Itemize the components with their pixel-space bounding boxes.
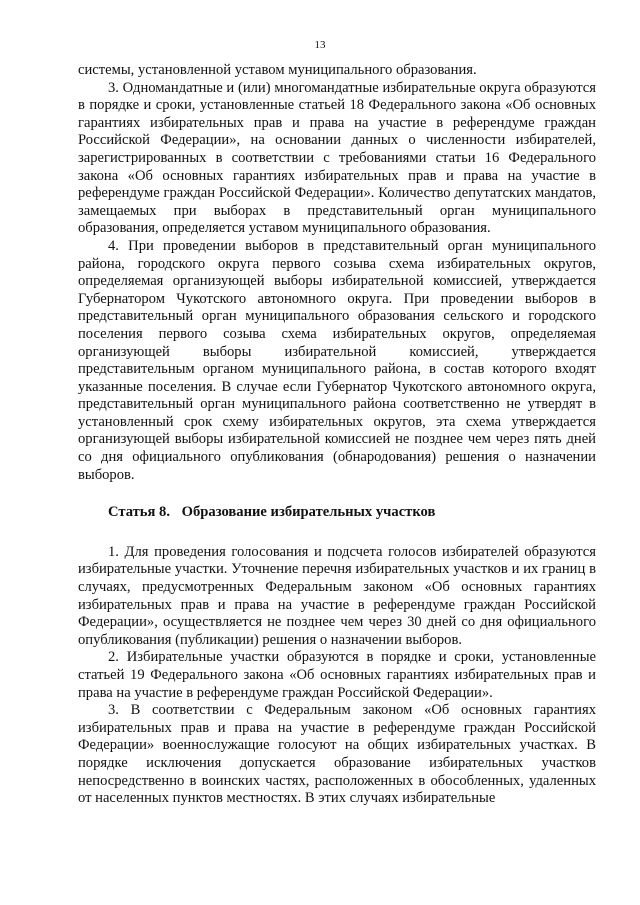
article-title: Образование избирательных участков: [181, 504, 436, 521]
article-clause-2: 2. Избирательные участки образуются в порядке и сроки, установленные статьей 19 Федерального закона «Об основных гарантиях избирательных прав и права на участие в референдуме граждан Российской Федерации».: [78, 649, 596, 701]
paragraph-clause-4: 4. При проведении выборов в представительный орган муниципального района, городского округа первого созыва схема избирательных округов, определяемая организующей выборы избирательной комиссией, утверждается Губернатором Чукотского автономного округа. При проведении выборов в представительный орган муниципального образования сельского и городского поселения первого созыва схема избирательных округов, определяемая организующей выборы избирательной комиссией, утверждается представительным органом муниципального района, в состав которого входят указанные поселения. В случае если Губернатор Чукотского автономного округа, представительный орган муниципального района соответственно не утвердят в установленный срок схему избирательных округов, эта схема утверждается организующей выборы избирательной комиссией не позднее чем через пять дней со дня официального опубликования (обнародования) решения о назначении выборов.: [78, 237, 596, 483]
paragraph-clause-3: 3. Одномандатные и (или) многомандатные избирательные округа образуются в порядке и сроки, установленные статьей 18 Федерального закона «Об основных гарантиях избирательных прав и права на участие в референдуме граждан Российской Федерации», на основании данных о численности избирателей, зарегистрированных в соответствии с требованиями статьи 16 Федерального закона «Об основных гарантиях избирательных прав и права на участие в референдуме граждан Российской Федерации». Количество депутатских мандатов, замещаемых при выборах в представительный орган муниципального образования, определяется уставом муниципального образования.: [78, 79, 596, 237]
article-heading: [78, 504, 596, 522]
document-body: [78, 62, 596, 808]
article-clause-3: 3. В соответствии с Федеральным законом «Об основных гарантиях избирательных прав и права на участие в референдуме граждан Российской Федерации» военнослужащие голосуют на общих избирательных участках. В порядке исключения допускается образование избирательных участков непосредственно в воинских частях, расположенных в обособленных, удаленных от населенных пунктов местностях. В этих случаях избирательные: [78, 702, 596, 807]
paragraph-continuation: системы, установленной уставом муниципального образования.: [78, 62, 477, 78]
article-clause-1: 1. Для проведения голосования и подсчета голосов избирателей образуются избирательные участки. Уточнение перечня избирательных участков и их границ в случаях, предусмотренных Федеральным законом «Об основных гарантиях избирательных прав и права на участие в референдуме граждан Российской Федерации», осуществляется не позднее чем через 30 дней со дня официального опубликования (публикации) решения о назначении выборов.: [78, 543, 596, 648]
page-number: 13: [314, 39, 326, 51]
article-number: Статья 8.: [108, 504, 170, 521]
